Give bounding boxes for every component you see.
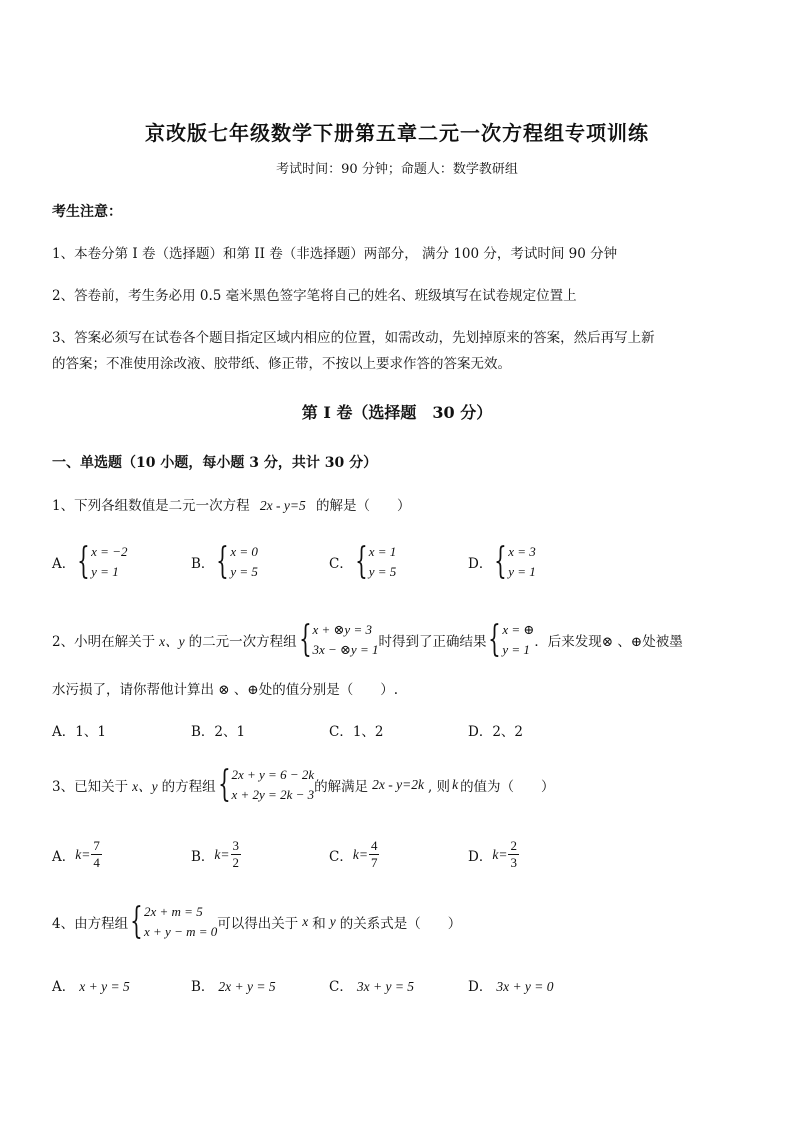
option-label: D． <box>468 556 493 572</box>
notice-heading: 考生注意： <box>52 204 122 220</box>
option-text: 2、2 <box>492 724 524 740</box>
question-2-line-2: 水污损了，请你帮他计算出 ⊗ 、⊕处的值分别是（ ）. <box>52 682 398 698</box>
denominator: 4 <box>93 855 100 870</box>
q2-result: { x = ⊕ y = 1 <box>488 619 535 660</box>
page-title: 京改版七年级数学下册第五章二元一次方程组专项训练 <box>145 121 649 145</box>
system-line: x + ⊗y = 3 <box>312 622 372 637</box>
notice-item-1: 1、本卷分第 I 卷（选择题）和第 II 卷（非选择题）两部分， 满分 100 分，考试时间 90 分钟 <box>52 246 618 262</box>
q1-option-b[interactable] <box>191 542 258 582</box>
q4-suffix: 的关系式是（ ） <box>339 916 462 932</box>
equation-system: { x = 0 y = 5 <box>216 541 258 582</box>
option-label: C． <box>329 556 353 572</box>
section-title: 第 I 卷（选择题 30 分） <box>301 403 493 422</box>
q2-option-c[interactable] <box>329 720 384 740</box>
option-k: k= <box>492 846 508 862</box>
q1-equation: 2x - y=5 <box>259 498 306 513</box>
option-label: A． <box>52 848 76 865</box>
fraction <box>508 838 519 871</box>
question-3-stem <box>52 765 555 805</box>
notice-item-3-line-2: 的答案；不准使用涂改液、胶带纸、修正带，不按以上要求作答的答案无效。 <box>52 356 511 372</box>
q1-option-c[interactable] <box>329 542 396 582</box>
option-label: B． <box>191 979 215 995</box>
q3-option-c[interactable] <box>329 838 379 871</box>
q1-option-a[interactable] <box>52 542 127 582</box>
system-line: y = 5 <box>368 564 397 579</box>
q2-option-d[interactable] <box>468 720 523 740</box>
option-label: B． <box>191 724 215 740</box>
q4-mid: 可以得出关于 <box>217 916 299 932</box>
option-label: A． <box>52 724 76 740</box>
question-2-stem <box>52 620 683 660</box>
question-1-stem <box>52 494 411 514</box>
q1-suffix: 的解是（ ） <box>316 498 411 514</box>
question-4-stem <box>52 902 461 942</box>
q3-option-a[interactable] <box>52 838 102 871</box>
q1-option-d[interactable] <box>468 542 536 582</box>
option-k: k= <box>352 846 368 862</box>
q4-option-a[interactable] <box>52 975 130 995</box>
option-label: D． <box>468 848 493 865</box>
system-line: y = 1 <box>508 564 536 579</box>
option-label: D． <box>468 724 493 740</box>
q2-mid: 的二元一次方程组 <box>188 634 297 650</box>
q3-option-b[interactable] <box>191 838 241 871</box>
option-label: C． <box>329 979 353 995</box>
option-label: B． <box>191 556 215 572</box>
fraction <box>91 838 102 871</box>
q4-y: y <box>329 914 336 929</box>
system-line: y = 1 <box>91 564 119 579</box>
option-label: C． <box>329 848 353 865</box>
q4-x: x <box>302 914 309 929</box>
q2-prefix: 2、小明在解关于 <box>52 634 156 650</box>
option-label: C． <box>329 724 353 740</box>
option-text: 3x + y = 0 <box>496 979 554 994</box>
system-line: x = −2 <box>91 544 128 559</box>
equation-system: { x = 1 y = 5 <box>354 541 397 582</box>
numerator: 3 <box>232 838 240 853</box>
option-text: 2x + y = 5 <box>218 979 276 994</box>
option-label: B． <box>191 848 215 865</box>
q4-option-c[interactable] <box>329 975 414 995</box>
notice-item-3-line-1: 3、答案必须写在试卷各个题目指定区域内相应的位置，如需改动，先划掉原来的答案，然后再写上新 <box>52 330 655 346</box>
system-line: 3x − ⊗y = 1 <box>312 642 379 657</box>
q4-and: 和 <box>312 916 326 932</box>
q1-prefix: 1、下列各组数值是二元一次方程 <box>52 498 250 514</box>
equation-system: { x = −2 y = 1 <box>77 541 128 582</box>
q4-system: { 2x + m = 5 x + y − m = 0 <box>130 901 218 942</box>
numerator: 7 <box>93 838 100 853</box>
option-text: 1、2 <box>352 724 384 740</box>
option-text: 3x + y = 5 <box>356 979 415 994</box>
q3-vars: x、y <box>132 779 158 794</box>
system-line: y = 1 <box>502 642 530 657</box>
numerator: 2 <box>510 838 517 853</box>
denominator: 2 <box>232 855 240 870</box>
q3-condition: 2x - y=2k <box>372 777 424 792</box>
q3-option-d[interactable] <box>468 838 519 871</box>
q2-option-b[interactable] <box>191 720 245 740</box>
system-line: x + y − m = 0 <box>144 924 218 939</box>
system-line: y = 5 <box>230 564 258 579</box>
q3-suffix: , 则 <box>427 779 451 795</box>
q3-suffix2: 的值为（ ） <box>460 779 555 795</box>
exam-info: 考试时间：90 分钟；命题人：数学教研组 <box>276 162 518 177</box>
fraction <box>369 838 380 871</box>
system-line: x = 3 <box>508 544 536 559</box>
option-k: k= <box>214 846 230 862</box>
section-subtitle: 一、单选题（10 小题，每小题 3 分，共计 30 分） <box>52 455 378 471</box>
q4-prefix: 4、由方程组 <box>52 916 129 932</box>
q3-prefix: 3、已知关于 <box>52 779 129 795</box>
system-line: 2x + y = 6 − 2k <box>231 767 315 782</box>
system-line: x = ⊕ <box>502 622 535 637</box>
option-k: k= <box>75 846 91 862</box>
notice-item-2: 2、答卷前，考生务必用 0.5 毫米黑色签字笔将自己的姓名、班级填写在试卷规定位置上 <box>52 288 577 304</box>
option-text: 1、1 <box>75 724 106 740</box>
q2-mid2: 时得到了正确结果 <box>378 634 487 650</box>
fraction <box>231 838 242 871</box>
q2-system: { x + ⊗y = 3 3x − ⊗y = 1 <box>298 619 379 660</box>
q3-system: { 2x + y = 6 − 2k x + 2y = 2k − 3 <box>217 764 315 805</box>
option-label: A． <box>52 979 76 995</box>
q2-suffix: ．后来发现⊗ 、⊕处被墨 <box>534 634 683 650</box>
q3-k: k <box>452 777 459 792</box>
system-line: 2x + m = 5 <box>144 904 203 919</box>
q3-mid: 的方程组 <box>161 779 216 795</box>
denominator: 7 <box>370 855 378 870</box>
option-text: 2、1 <box>214 724 246 740</box>
q4-option-b[interactable] <box>191 975 276 995</box>
q4-option-d[interactable] <box>468 975 554 995</box>
denominator: 3 <box>510 855 517 870</box>
equation-system: { x = 3 y = 1 <box>494 541 536 582</box>
option-text: x + y = 5 <box>79 979 130 994</box>
option-label: D． <box>468 979 493 995</box>
q2-vars: x、y <box>159 634 185 649</box>
system-line: x = 1 <box>368 544 397 559</box>
numerator: 4 <box>370 838 378 853</box>
system-line: x = 0 <box>230 544 258 559</box>
q3-mid2: 的解满足 <box>314 779 369 795</box>
q2-option-a[interactable] <box>52 720 106 740</box>
option-label: A． <box>52 556 76 572</box>
system-line: x + 2y = 2k − 3 <box>231 787 315 802</box>
